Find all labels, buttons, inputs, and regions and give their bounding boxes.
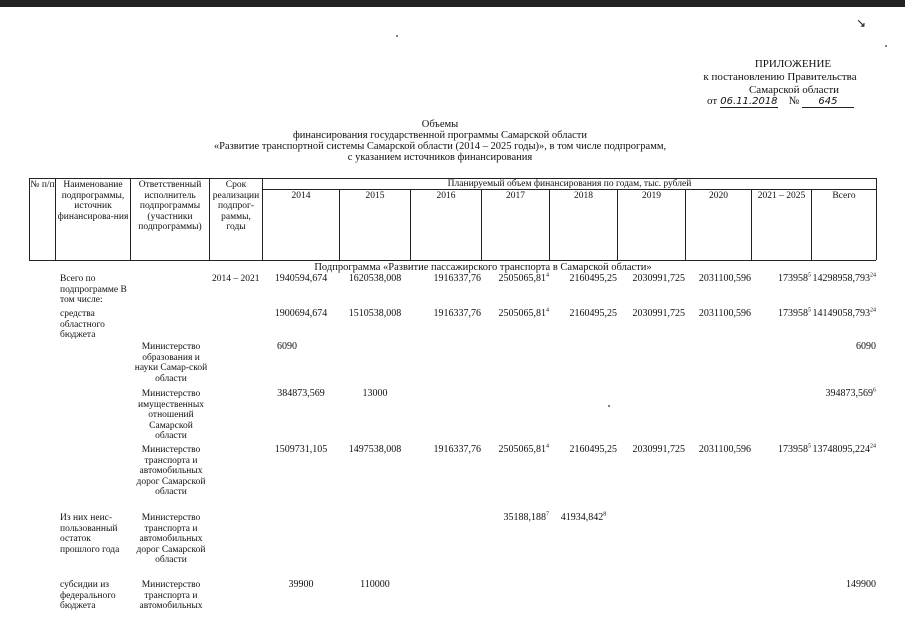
- header-planned: Планируемый объем финансирования по годам, тыс. рублей: [447, 179, 692, 189]
- value-cell: 2031100,596: [698, 273, 751, 284]
- value-cell: 2030991,725: [632, 273, 685, 284]
- header-year: 2017: [506, 191, 525, 201]
- title-line-3: «Развитие транспортной системы Самарской области (2014 – 2025 годы)», в том числе подпрограмм,: [213, 141, 667, 152]
- value-cell: 2160495,25: [569, 308, 617, 319]
- number-value: 645: [802, 96, 854, 108]
- header-term: Срок реализации подпрог-раммы, годы: [212, 180, 260, 232]
- row-executor: Министерство транспорта и автомобильных дорог Самарской области: [136, 513, 206, 565]
- row-executor: Министерство имущественных отношений Самарской области: [138, 389, 204, 441]
- header-name: Наименование подпрограммы, источник финансирова-ния: [57, 180, 129, 222]
- title-line-2: финансирования государственной программы Самарской области: [292, 130, 587, 141]
- value-cell: 2030991,725: [632, 308, 685, 319]
- value-cell: 1940594,674: [274, 273, 328, 284]
- value-cell: 6090: [277, 341, 297, 352]
- row-name: субсидии из федерального бюджета: [60, 580, 116, 611]
- row-name: Всего по подпрограмме В том числе:: [60, 274, 127, 305]
- row-executor: Министерство образования и науки Самар-ской области: [134, 342, 208, 384]
- value-cell: 173958$^5$: [778, 272, 811, 284]
- title-line-4: с указанием источников финансирования: [347, 152, 533, 163]
- value-cell: 173958$^5$: [778, 443, 811, 455]
- value-cell: 1620538,008: [348, 273, 402, 284]
- row-executor: Министерство транспорта и автомобильных дорог Самарской области: [136, 445, 206, 497]
- appendix-title: ПРИЛОЖЕНИЕ: [754, 58, 832, 70]
- value-cell: 6090: [856, 341, 876, 352]
- date-value: 06.11.2018: [720, 96, 778, 107]
- appendix-line-2: Самарской области: [748, 84, 840, 96]
- value-cell: 1916337,76: [433, 444, 481, 455]
- value-cell: 2030991,725: [632, 444, 685, 455]
- header-year: 2021 – 2025: [757, 191, 806, 201]
- row-name: Из них неис-пользованный остаток прошлого года: [60, 513, 120, 555]
- value-cell: 2505065,81$^4$: [498, 307, 549, 319]
- value-cell: 35188,188$^7$: [503, 511, 549, 523]
- value-cell: 2505065,81$^4$: [498, 443, 549, 455]
- value-cell: 1916337,76: [433, 273, 481, 284]
- value-cell: 2031100,596: [698, 308, 751, 319]
- value-cell: 2160495,25: [569, 444, 617, 455]
- value-cell: 384873,569: [277, 388, 325, 399]
- header-year: 2018: [574, 191, 593, 201]
- header-year: 2015: [365, 191, 385, 201]
- header-executor: Ответственный исполнитель подпрограммы (участники подпрограммы): [138, 180, 202, 232]
- value-cell: 14298958,793$^{24}$: [812, 272, 876, 284]
- scan-dot: [396, 35, 398, 37]
- value-cell: 41934,842$^8$: [560, 511, 607, 523]
- row-term: 2014 – 2021: [212, 274, 260, 284]
- document-title: [170, 119, 710, 163]
- value-cell: 394873,569$^6$: [825, 387, 876, 399]
- date-prefix: от: [707, 95, 718, 107]
- scan-top-edge: [0, 0, 905, 7]
- appendix-block: [700, 58, 860, 97]
- header-year: 2019: [642, 191, 661, 201]
- row-executor: Министерство транспорта и автомобильных: [139, 580, 203, 611]
- number-prefix: №: [788, 95, 800, 107]
- value-cell: 2505065,81$^4$: [498, 272, 549, 284]
- value-cell: 1509731,105: [274, 444, 328, 455]
- value-cell: 149900: [846, 579, 876, 590]
- value-cell: 13748095,224$^{24}$: [812, 443, 876, 455]
- value-cell: 110000: [360, 579, 390, 590]
- value-cell: 13000: [362, 388, 388, 399]
- value-cell: 1916337,76: [433, 308, 481, 319]
- appendix-line-1: к постановлению Правительства: [703, 71, 857, 83]
- header-year: Всего: [832, 191, 856, 201]
- scan-dot: [885, 45, 887, 47]
- header-year: 2014: [291, 191, 311, 201]
- value-cell: 2160495,25: [569, 273, 617, 284]
- document-number-line: [707, 95, 857, 108]
- value-cell: 14149058,793$^{24}$: [812, 307, 876, 319]
- header-num: № п/п: [30, 180, 55, 190]
- scan-dot: [608, 405, 610, 407]
- value-cell: 1497538,008: [348, 444, 402, 455]
- header-year: 2016: [436, 191, 456, 201]
- value-cell: 2031100,596: [698, 444, 751, 455]
- value-cell: 1510538,008: [348, 308, 402, 319]
- title-line-1: Объемы: [421, 119, 459, 130]
- header-year: 2020: [709, 191, 728, 201]
- scan-mark-icon: ↘: [856, 16, 867, 30]
- value-cell: 173958$^5$: [778, 307, 811, 319]
- row-name: средства областного бюджета: [60, 309, 105, 340]
- subprogram-title: Подпрограмма «Развитие пассажирского транспорта в Самарской области»: [314, 262, 652, 273]
- value-cell: 1900694,674: [274, 308, 328, 319]
- value-cell: 39900: [288, 579, 314, 590]
